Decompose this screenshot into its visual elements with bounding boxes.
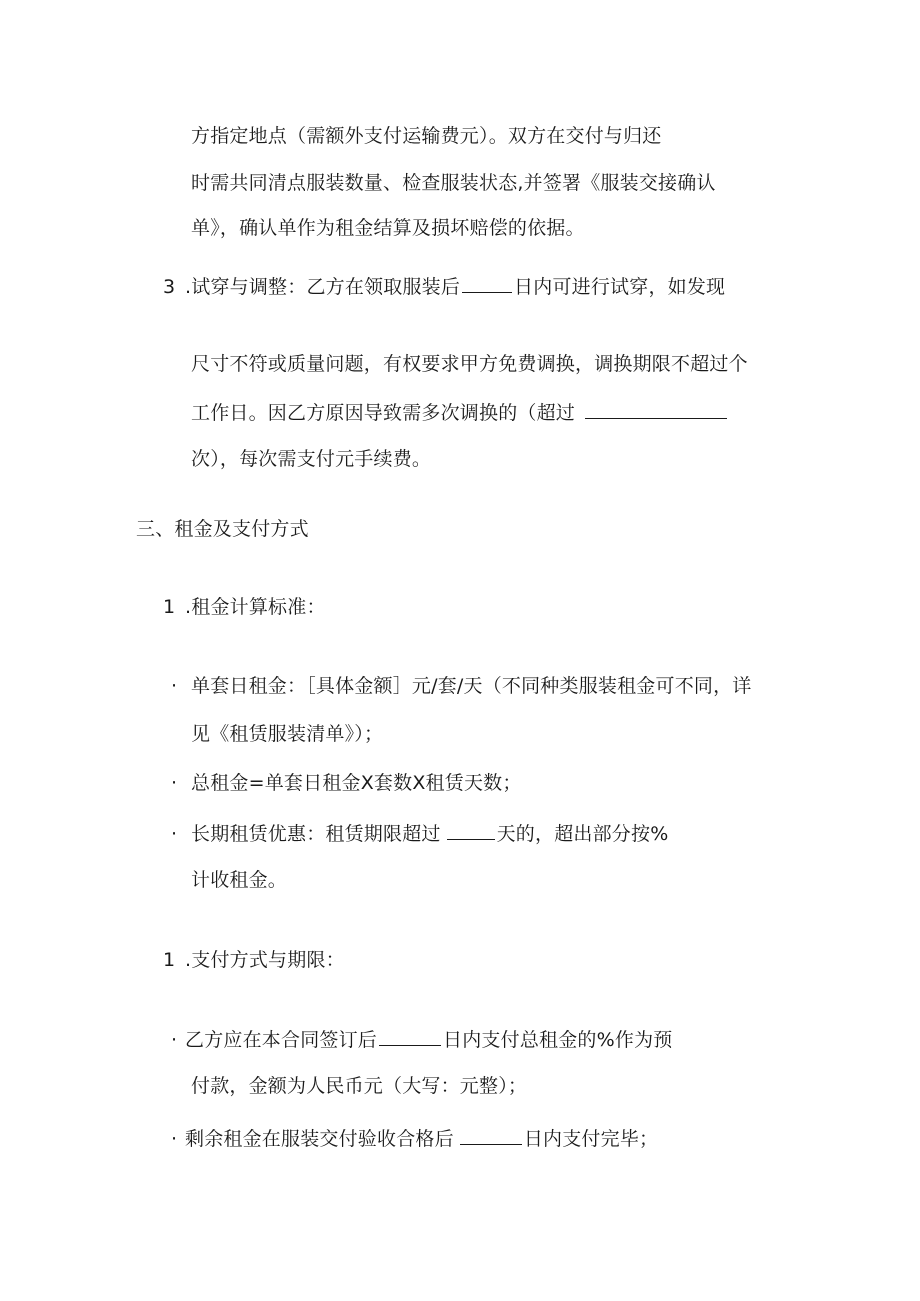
paragraph-line [191,446,431,472]
text: 见《租赁服装清单》）； [191,723,384,745]
text: 单》，确认单作为租金结算及损坏赔偿的依据。 [191,217,585,239]
fill-blank [447,819,495,840]
text: 长期租赁优惠：租赁期限超过 [191,823,441,845]
clause-item-3 [163,272,725,300]
bullet-icon: · [171,823,178,845]
subsection-title [163,947,345,973]
section-heading [136,516,309,542]
text: 日内可进行试穿，如发现 [514,276,726,298]
bullet-item [171,673,752,699]
text: 次），每次需支付元手续费。 [191,448,432,470]
paragraph-line [191,721,383,747]
paragraph-line [191,123,662,149]
text: 乙方应在本合同签订后 [185,1029,378,1051]
bullet-icon: · [171,1029,178,1051]
fill-blank [379,1025,441,1046]
paragraph-line [191,351,748,377]
paragraph-line [191,867,287,893]
fill-blank [585,398,727,419]
bullet-icon: · [171,772,178,794]
text: 工作日。因乙方原因导致需多次调换的（超过 [191,402,576,424]
paragraph-line [191,215,585,241]
text: 时需共同清点服装数量、检查服装状态,并签署《服装交接确认 [191,172,716,194]
text: 日内支付完毕； [523,1128,659,1150]
text: 日内支付总租金的%作为预 [443,1029,673,1051]
text: 剩余租金在服装交付验收合格后 [185,1128,454,1150]
text: 单套日租金：［具体金额］元/套/天（不同种类服装租金可不同，详 [191,675,752,697]
subsection-title [163,594,326,620]
bullet-item [171,1124,658,1152]
text: 计收租金。 [191,869,288,891]
fill-blank [460,1124,522,1145]
item-number: 1 [163,596,176,618]
bullet-item [171,1025,672,1053]
text: 方指定地点（需额外支付运输费元）。双方在交付与归还 [191,125,662,147]
text: .试穿与调整：乙方在领取服装后 [185,276,461,298]
text: 付款，金额为人民币元（大写：元整）； [191,1075,528,1097]
paragraph-line [191,170,716,196]
paragraph-line [191,398,729,426]
bullet-item [171,770,522,796]
text: 总租金=单套日租金X套数X租赁天数； [191,772,522,794]
heading-text: 三、租金及支付方式 [136,518,309,540]
text: 尺寸不符或质量问题，有权要求甲方免费调换，调换期限不超过个 [191,353,748,375]
bullet-icon: · [171,1128,178,1150]
bullet-item [171,819,668,847]
bullet-icon: · [171,675,178,697]
item-number: 3 [163,276,176,298]
fill-blank [462,272,512,293]
text: .支付方式与期限： [185,949,345,971]
item-number: 1 [163,949,176,971]
text: .租金计算标准： [185,596,326,618]
paragraph-line [191,1073,527,1099]
text: 天的，超出部分按% [496,823,669,845]
